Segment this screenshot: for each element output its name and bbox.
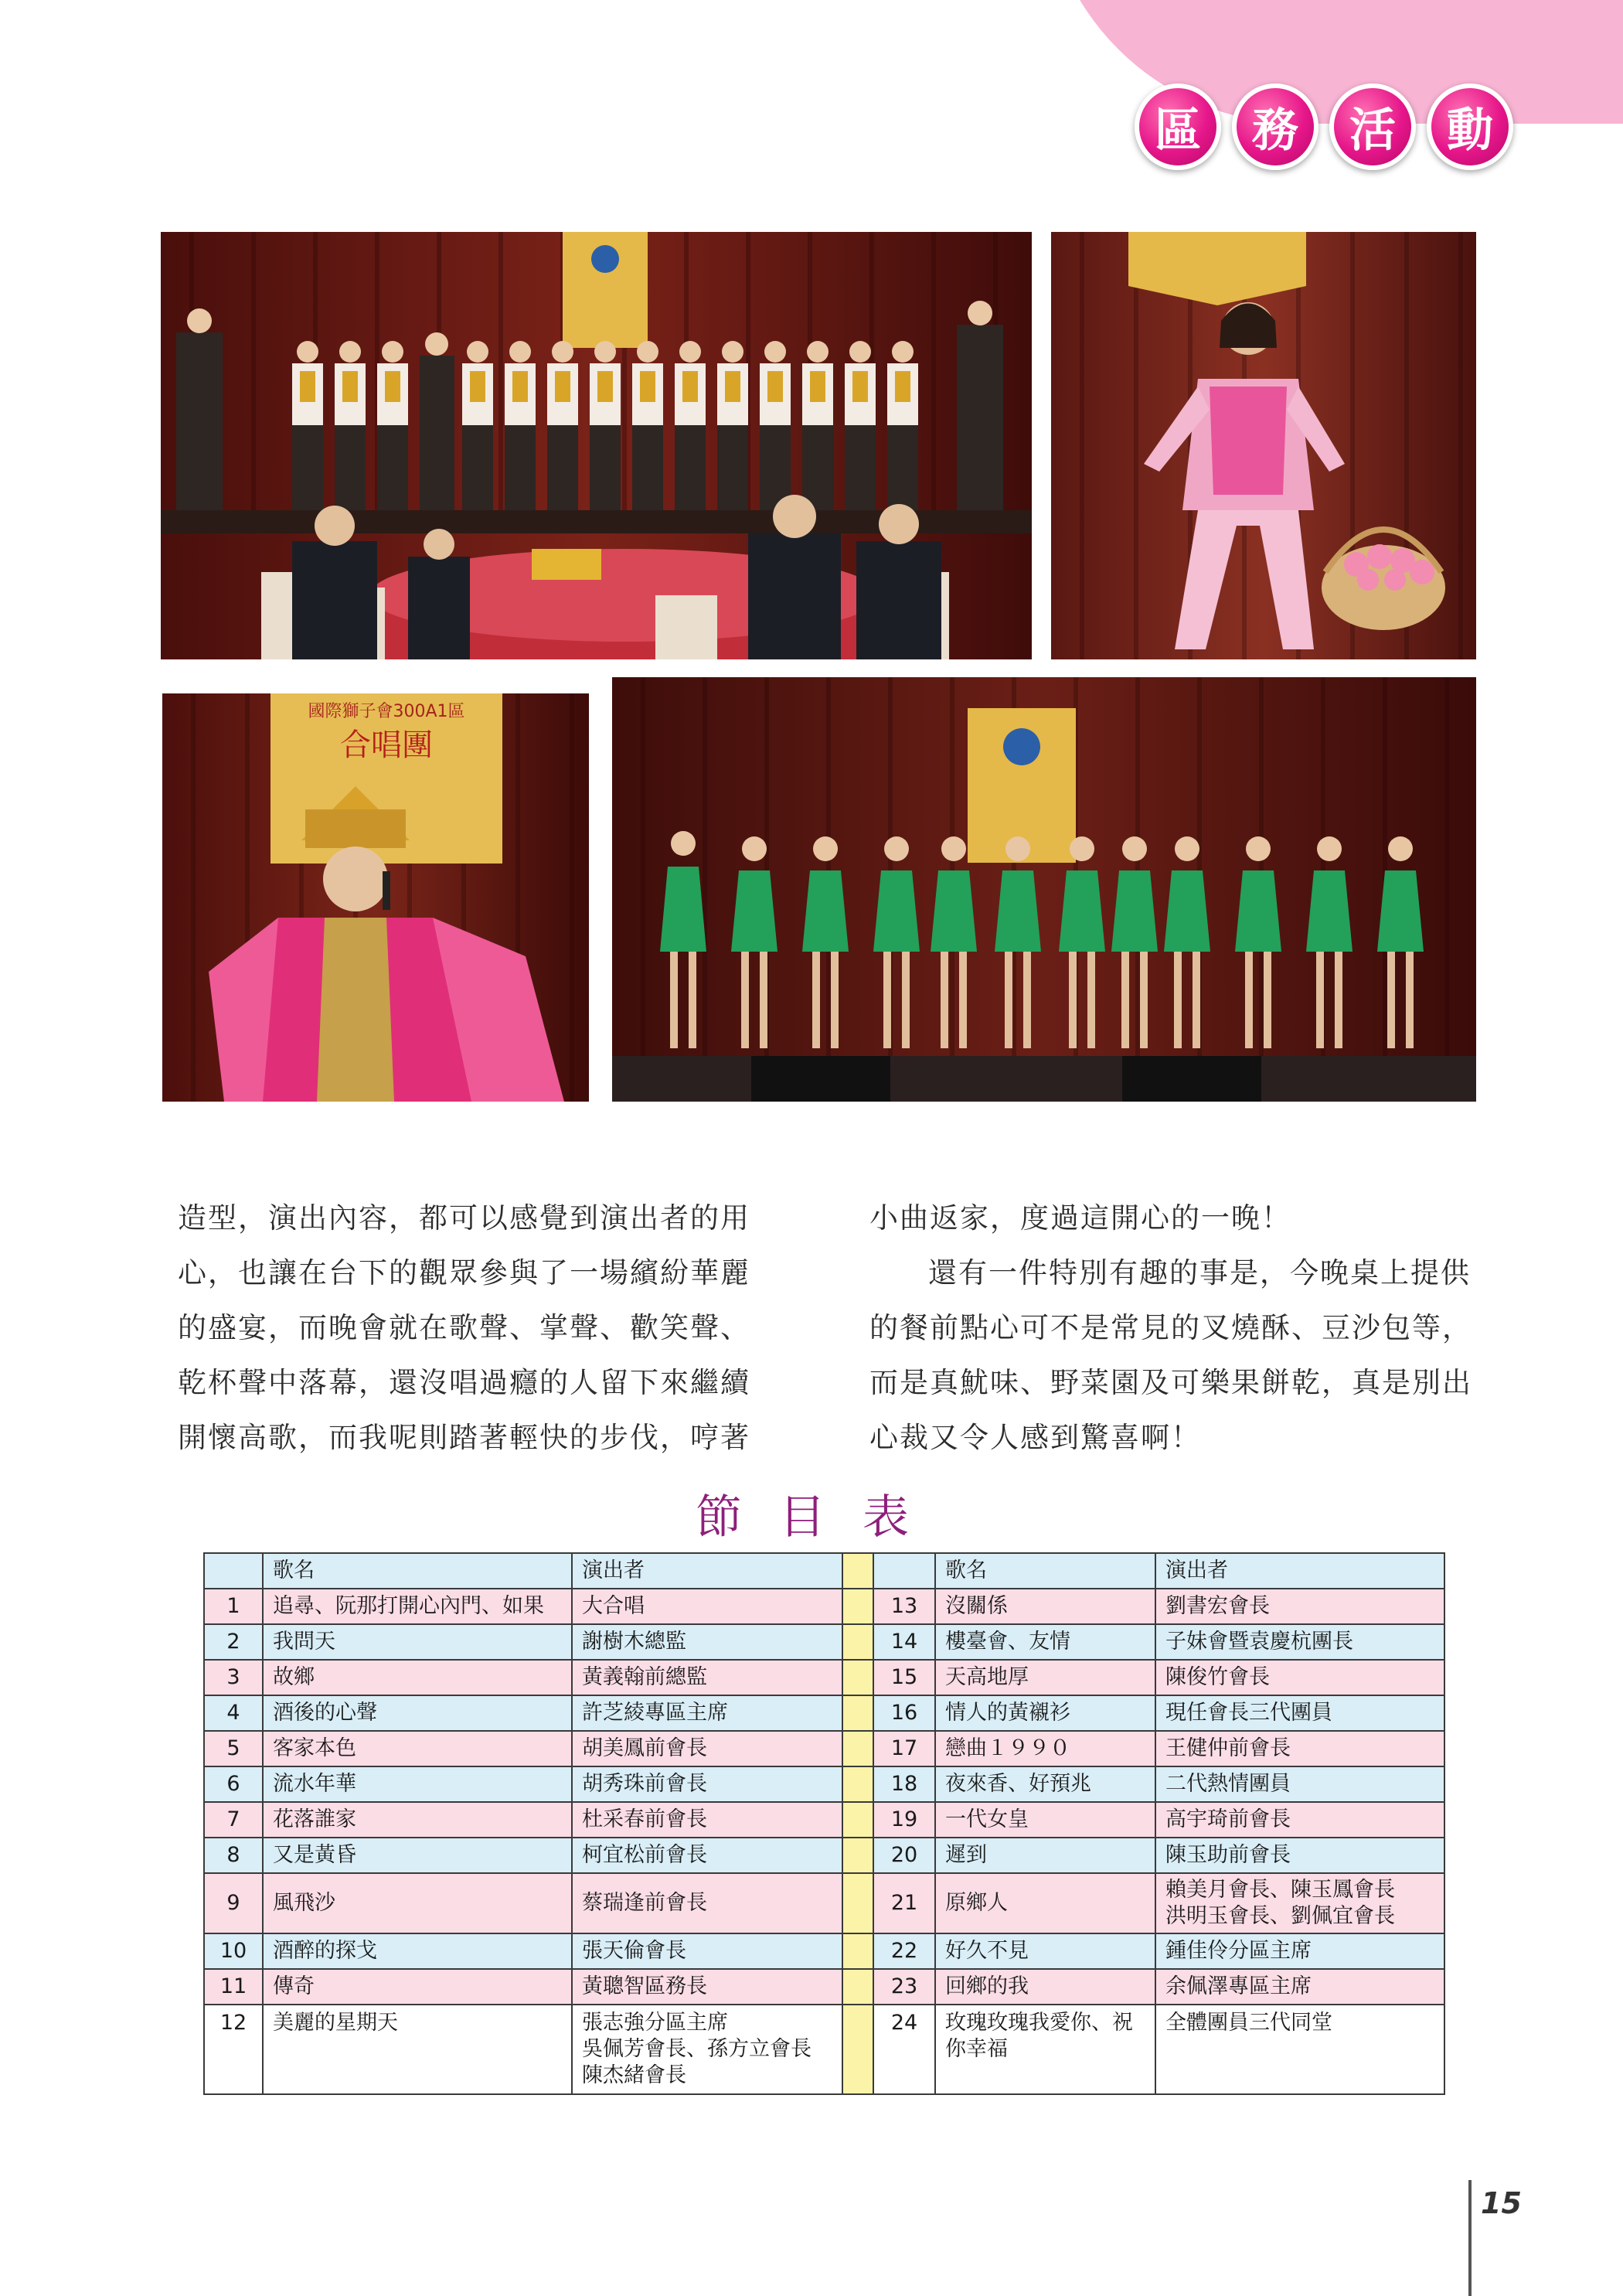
song-title: 酒醉的探戈 [263,1933,572,1969]
table-row [204,1838,1444,1873]
item-number: 17 [873,1731,935,1766]
song-title: 花落誰家 [263,1802,572,1838]
section-title-char: 區 [1135,83,1221,170]
item-number: 8 [204,1838,263,1873]
table-row [204,1695,1444,1731]
song-title: 回鄉的我 [935,1969,1155,2005]
section-title-char: 活 [1329,83,1416,170]
performer: 現任會長三代團員 [1155,1695,1444,1731]
program-title: 節目表 [696,1490,946,1545]
performer: 二代熱情團員 [1155,1766,1444,1802]
song-title: 故鄉 [263,1660,572,1695]
song-title: 我問天 [263,1624,572,1660]
performer-line: 洪明玉會長、劉佩宜會長 [1165,1904,1395,1928]
performer: 蔡瑞逢前會長 [572,1873,842,1933]
table-row [204,1660,1444,1695]
item-number: 24 [873,2005,935,2094]
item-number: 21 [873,1873,935,1933]
article-line: 的盛宴，而晚會就在歌聲、掌聲、歡笑聲、 [178,1311,750,1344]
performer: 大合唱 [572,1589,842,1624]
article-right-column [869,1191,1480,1465]
item-number: 15 [873,1660,935,1695]
performer [572,2005,842,2094]
photo-green-dress-dancers [612,677,1476,1102]
article-line: 小曲返家，度過這開心的一晚！ [869,1201,1291,1235]
table-row [204,1969,1444,2005]
table-row [204,1802,1444,1838]
song-title: 夜來香、好預兆 [935,1766,1155,1802]
song-title-line: 玫瑰玫瑰我愛你、祝 [945,2011,1133,2035]
song-title: 傳奇 [263,1969,572,2005]
item-number: 16 [873,1695,935,1731]
table-row [204,1933,1444,1969]
banner-subtitle: 國際獅子會300A1區 [308,702,465,721]
song-title: 一代女皇 [935,1802,1155,1838]
table-row [204,1624,1444,1660]
item-number: 6 [204,1766,263,1802]
article-line: 心，也讓在台下的觀眾參與了一場繽紛華麗 [178,1256,750,1289]
item-number: 20 [873,1838,935,1873]
article-line: 造型，演出內容，都可以感覺到演出者的用 [178,1201,750,1235]
performer: 黃義翰前總監 [572,1660,842,1695]
song-title: 原鄉人 [935,1873,1155,1933]
article-line: 乾杯聲中落幕，還沒唱過癮的人留下來繼續 [178,1366,750,1399]
banner-title: 合唱團 [340,727,433,763]
song-title: 好久不見 [935,1933,1155,1969]
item-number: 7 [204,1802,263,1838]
performer: 黃聰智區務長 [572,1969,842,2005]
song-title: 流水年華 [263,1766,572,1802]
performer-line: 張志強分區主席 [582,2011,728,2035]
performer: 全體團員三代同堂 [1155,2005,1444,2094]
performer: 謝樹木總監 [572,1624,842,1660]
header-song: 歌名 [263,1553,572,1589]
performer: 子妹會暨袁慶杭團長 [1155,1624,1444,1660]
photo-empress-costume-singer [162,693,589,1102]
item-number: 12 [204,2005,263,2094]
program-table [203,1552,1445,2095]
header-performer: 演出者 [1155,1553,1444,1589]
item-number: 9 [204,1873,263,1933]
song-title-line: 你幸福 [945,2037,1008,2061]
header-performer: 演出者 [572,1553,842,1589]
table-header-row [204,1553,1444,1589]
performer: 高宇琦前會長 [1155,1802,1444,1838]
performer: 張天倫會長 [572,1933,842,1969]
item-number: 23 [873,1969,935,2005]
song-title: 風飛沙 [263,1873,572,1933]
item-number: 5 [204,1731,263,1766]
item-number: 14 [873,1624,935,1660]
item-number: 18 [873,1766,935,1802]
table-row [204,1766,1444,1802]
song-title: 又是黃昏 [263,1838,572,1873]
article-left-column [178,1191,781,1465]
section-title-char: 動 [1427,83,1513,170]
item-number: 13 [873,1589,935,1624]
article-line: 開懷高歌，而我呢則踏著輕快的步伐，哼著 [178,1421,750,1454]
performer: 劉書宏會長 [1155,1589,1444,1624]
performer-line: 賴美月會長、陳玉鳳會長 [1165,1878,1395,1902]
page-number: 15 [1481,2186,1522,2220]
item-number: 4 [204,1695,263,1731]
table-row [204,2005,1444,2094]
performer-line: 陳杰緒會長 [582,2063,686,2087]
song-title: 樓臺會、友情 [935,1624,1155,1660]
performer: 陳玉助前會長 [1155,1838,1444,1873]
song-title [935,2005,1155,2094]
performer: 胡秀珠前會長 [572,1766,842,1802]
section-title-char: 務 [1232,83,1318,170]
performer [1155,1873,1444,1933]
item-number: 3 [204,1660,263,1695]
performer: 許芝綾專區主席 [572,1695,842,1731]
song-title: 戀曲１９９０ [935,1731,1155,1766]
song-title: 追尋、阮那打開心內門、如果 [263,1589,572,1624]
performer: 王健仲前會長 [1155,1731,1444,1766]
song-title: 遲到 [935,1838,1155,1873]
table-row [204,1873,1444,1933]
item-number: 11 [204,1969,263,2005]
song-title: 美麗的星期天 [263,2005,572,2094]
table-row [204,1731,1444,1766]
item-number: 22 [873,1933,935,1969]
photo-pink-costume-singer [1051,232,1476,659]
performer-line: 吳佩芳會長、孫方立會長 [582,2037,812,2061]
section-title [1135,83,1513,170]
performer: 余佩澤專區主席 [1155,1969,1444,2005]
song-title: 酒後的心聲 [263,1695,572,1731]
photo-choir-performance [161,232,1032,659]
song-title: 沒關係 [935,1589,1155,1624]
song-title: 天高地厚 [935,1660,1155,1695]
item-number: 10 [204,1933,263,1969]
item-number: 19 [873,1802,935,1838]
song-title: 情人的黃襯衫 [935,1695,1155,1731]
performer: 鍾佳伶分區主席 [1155,1933,1444,1969]
performer: 柯宜松前會長 [572,1838,842,1873]
page-number-rule [1468,2180,1472,2296]
performer: 陳俊竹會長 [1155,1660,1444,1695]
performer: 胡美鳳前會長 [572,1731,842,1766]
song-title: 客家本色 [263,1731,572,1766]
item-number: 1 [204,1589,263,1624]
performer: 杜采春前會長 [572,1802,842,1838]
item-number: 2 [204,1624,263,1660]
table-row [204,1589,1444,1624]
header-song: 歌名 [935,1553,1155,1589]
article-paragraph: 還有一件特別有趣的事是，今晚桌上提供的餐前點心可不是常見的叉燒酥、豆沙包等，而是真魷味、野菜園及可樂果餅乾，真是別出心裁又令人感到驚喜啊！ [869,1256,1472,1454]
